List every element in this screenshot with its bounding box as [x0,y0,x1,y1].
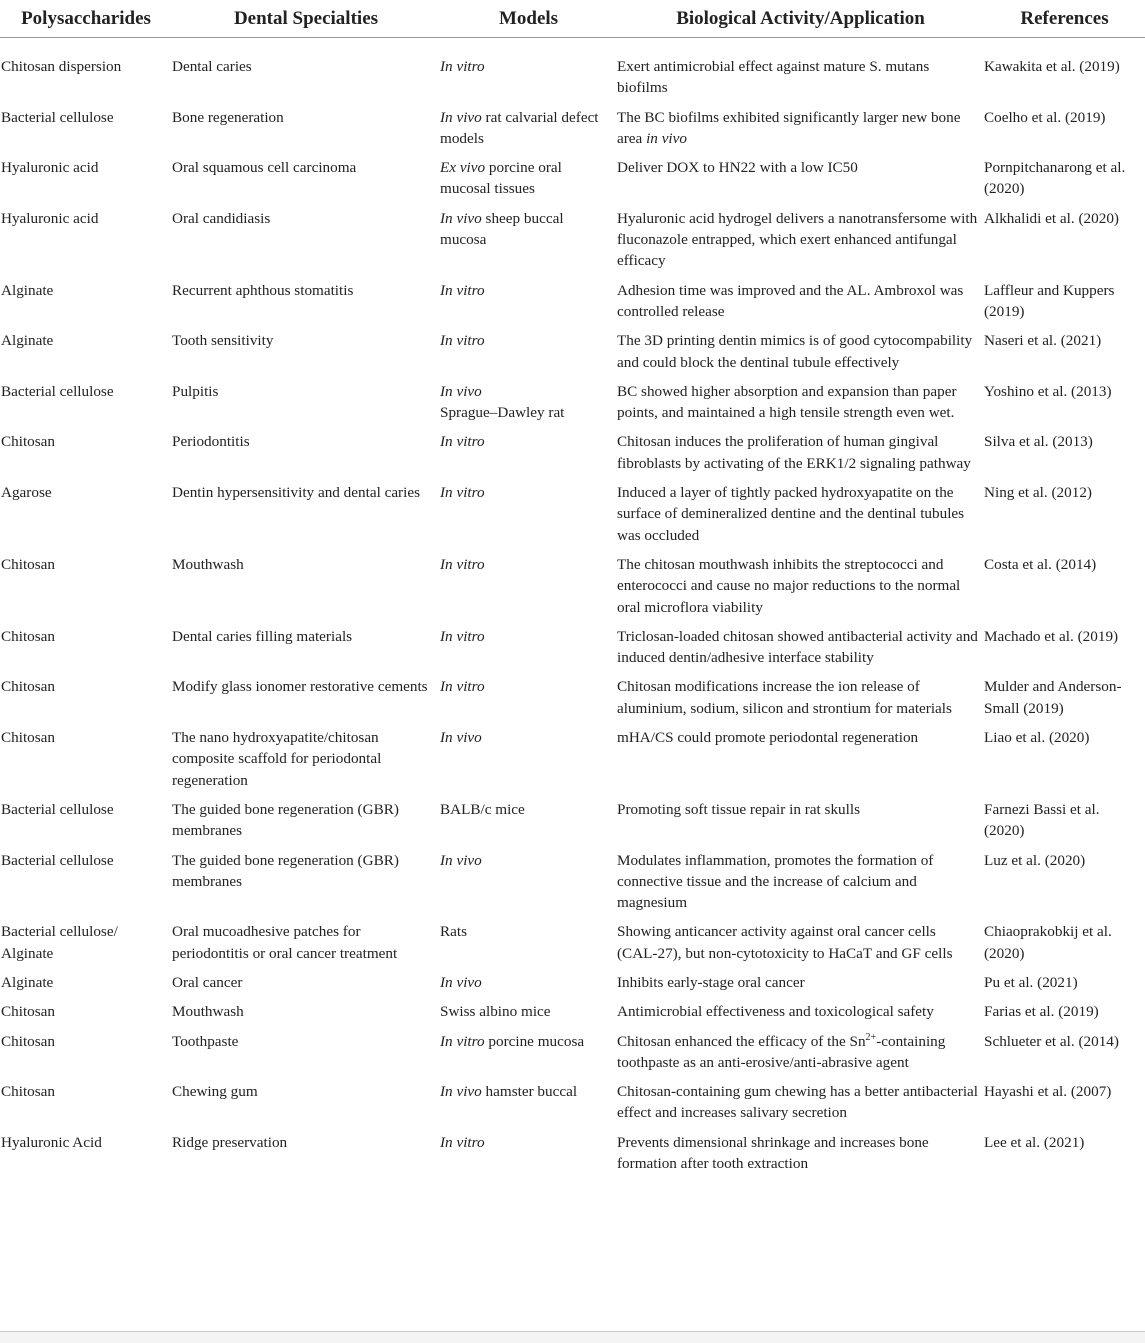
activity-text: Induced a layer of tightly packed hydroxyapatite on the surface of demineralized dentine and the dentinal tubules was occluded [617,484,965,544]
cell-dental-specialty: Oral candidiasis [172,209,271,227]
table-row [0,727,1145,791]
row-gap [0,1073,1145,1081]
row-gap [0,1124,1145,1132]
model-italic: In vivo [440,851,482,869]
row-gap [0,791,1145,799]
cell-reference: Schlueter et al. (2014) [984,1032,1119,1050]
table-row [0,554,1145,618]
cell-dental-specialty: Dental caries filling materials [172,627,353,645]
activity-text: Antimicrobial effectiveness and toxicological safety [617,1003,934,1021]
cell-polysaccharide: Bacterial cellulose [1,108,114,126]
cell-polysaccharide: Bacterial cellulose/ Alginate [1,923,118,962]
row-gap [0,618,1145,626]
cell-polysaccharide: Alginate [1,332,54,350]
header-dental-specialties: Dental Specialties [172,0,440,38]
cell-polysaccharide: Hyaluronic Acid [1,1133,102,1151]
cell-model [440,38,617,99]
model-italic: In vitro [440,627,485,645]
table-row [0,921,1145,964]
cell-activity [617,799,984,842]
model-text: sheep buccal mucosa [440,209,564,249]
activity-text: Showing anticancer activity against oral cancer cells (CAL-27), but non-cytotoxicity to HaCaT and GF cells [617,923,953,962]
cell-dental-specialty: The nano hydroxyapatite/chitosan composite scaffold for periodontal regeneration [172,729,382,789]
model-italic: In vitro [440,1133,485,1151]
cell-polysaccharide: Hyaluronic acid [1,209,99,227]
table-row [0,482,1145,546]
activity-text: Hyaluronic acid hydrogel delivers a nanotransfersome with fluconazole entrapped, which exert enhanced antifungal efficacy [617,209,978,270]
cell-dental-specialty: Mouthwash [172,555,244,573]
cell-activity [617,482,984,546]
cell-model [440,482,617,546]
cell-dental-specialty: Oral cancer [172,973,243,991]
cell-activity [617,921,984,964]
model-italic: In vitro [440,281,485,299]
cell-polysaccharide: Chitosan [1,555,56,573]
cell-model [440,1001,617,1022]
cell-dental-specialty: Oral mucoadhesive patches for periodontitis or oral cancer treatment [172,923,398,962]
row-gap [0,373,1145,381]
activity-text: Triclosan-loaded chitosan showed antibacterial activity and induced dentin/adhesive interface stability [617,627,978,667]
table-row [0,330,1145,373]
cell-reference: Silva et al. (2013) [984,433,1093,451]
cell-model [440,157,617,200]
table-body [0,38,1145,1175]
table-row [0,1031,1145,1074]
activity-text: Chitosan induces the proliferation of human gingival fibroblasts by activating of the ERK1/2 signaling pathway [617,433,971,472]
table-row [0,280,1145,323]
cell-activity [617,330,984,373]
activity-italic: in vivo [646,129,687,147]
cell-reference: Machado et al. (2019) [984,627,1119,645]
cell-reference: Chiaoprakobkij et al. (2020) [984,923,1112,962]
row-gap [0,719,1145,727]
model-text: BALB/c mice [440,800,525,818]
cell-activity [617,107,984,150]
cell-model [440,330,617,373]
cell-reference: Lee et al. (2021) [984,1133,1085,1151]
activity-text: Adhesion time was improved and the AL. Ambroxol was controlled release [617,281,964,320]
activity-text: mHA/CS could promote periodontal regeneration [617,729,919,747]
table-row [0,107,1145,150]
cell-model [440,1132,617,1175]
cell-polysaccharide: Hyaluronic acid [1,159,99,177]
cell-reference: Kawakita et al. (2019) [984,58,1120,75]
cell-reference: Luz et al. (2020) [984,851,1086,869]
cell-model [440,107,617,150]
cell-activity [617,431,984,474]
activity-text: Prevents dimensional shrinkage and increases bone formation after tooth extraction [617,1133,929,1173]
cell-polysaccharide: Chitosan [1,1003,56,1021]
cell-activity [617,381,984,424]
cell-polysaccharide: Bacterial cellulose [1,382,114,400]
activity-text: BC showed higher absorption and expansion than paper points, and maintained a high tensile strength even wet. [617,382,957,422]
cell-polysaccharide: Chitosan [1,1032,56,1050]
cell-dental-specialty: The guided bone regeneration (GBR) membranes [172,851,399,890]
cell-activity [617,626,984,669]
header-row [0,0,1145,38]
row-gap [0,423,1145,431]
model-text: rat calvarial defect models [440,108,599,147]
cell-reference: Farnezi Bassi et al. (2020) [984,800,1100,840]
table-row [0,381,1145,424]
cell-model [440,554,617,618]
model-italic: Ex vivo [440,159,486,177]
cell-activity [617,1031,984,1074]
cell-model [440,381,617,424]
cell-model [440,1081,617,1124]
activity-text: Chitosan modifications increase the ion release of aluminium, sodium, silicon and strontium for materials [617,678,952,717]
activity-superscript: 2+ [865,1031,877,1043]
cell-reference: Liao et al. (2020) [984,729,1090,747]
cell-model [440,799,617,842]
cell-model [440,1031,617,1074]
model-text: porcine mucosa [484,1032,585,1050]
model-italic: In vitro [440,555,485,573]
cell-activity [617,38,984,99]
table-row [0,38,1145,99]
activity-text: Deliver DOX to HN22 with a low IC50 [617,159,858,177]
cell-activity [617,676,984,719]
cell-reference: Yoshino et al. (2013) [984,382,1112,400]
model-italic: In vitro [440,58,485,75]
model-italic: In vitro [440,1032,485,1050]
cell-reference: Ning et al. (2012) [984,484,1092,502]
cell-polysaccharide: Chitosan dispersion [1,58,122,75]
activity-text: Modulates inflammation, promotes the formation of connective tissue and the increase of calcium and magnesium [617,851,934,912]
header-biological-activity: Biological Activity/Application [617,0,984,38]
model-italic: In vivo [440,1083,482,1101]
cell-polysaccharide: Bacterial cellulose [1,800,114,818]
cell-reference: Laffleur and Kuppers (2019) [984,281,1115,320]
table-bottom-rule [0,1331,1145,1343]
cell-reference: Mulder and Anderson-Small (2019) [984,678,1122,717]
table-row [0,972,1145,993]
cell-dental-specialty: Recurrent aphthous stomatitis [172,281,354,299]
cell-model [440,850,617,914]
model-italic: In vitro [440,433,485,451]
cell-dental-specialty: Pulpitis [172,382,219,400]
table-row [0,1132,1145,1175]
table-row [0,157,1145,200]
cell-reference: Pu et al. (2021) [984,973,1078,991]
table-row [0,208,1145,272]
row-gap [0,993,1145,1001]
cell-dental-specialty: Oral squamous cell carcinoma [172,159,357,177]
cell-activity [617,554,984,618]
model-text: Swiss albino mice [440,1003,551,1021]
activity-text: The BC biofilms exhibited significantly larger new bone area [617,108,961,147]
cell-model [440,626,617,669]
activity-text: The 3D printing dentin mimics is of good cytocompability and could block the dentinal tubule effectively [617,332,973,371]
cell-dental-specialty: Periodontitis [172,433,250,451]
model-italic: In vivo [440,382,482,400]
cell-reference: Coelho et al. (2019) [984,108,1106,126]
row-gap [0,546,1145,554]
model-italic: In vitro [440,484,485,502]
cell-reference: Pornpitchanarong et al. (2020) [984,159,1126,198]
row-gap [0,474,1145,482]
row-gap [0,964,1145,972]
cell-reference: Costa et al. (2014) [984,555,1097,573]
row-gap [0,200,1145,208]
cell-activity [617,280,984,323]
cell-polysaccharide: Chitosan [1,1083,56,1101]
cell-reference: Hayashi et al. (2007) [984,1083,1112,1101]
row-gap [0,913,1145,921]
cell-model [440,727,617,791]
model-italic: In vitro [440,332,485,350]
cell-dental-specialty: Dental caries [172,58,252,75]
cell-activity [617,208,984,272]
table-row [0,799,1145,842]
activity-text: Inhibits early-stage oral cancer [617,973,805,991]
table-row [0,676,1145,719]
cell-model [440,431,617,474]
cell-model [440,208,617,272]
cell-activity [617,1081,984,1124]
header-references: References [984,0,1145,38]
model-text: porcine oral mucosal tissues [440,159,562,198]
header-polysaccharides: Polysaccharides [0,0,172,38]
cell-dental-specialty: Mouthwash [172,1003,244,1021]
cell-polysaccharide: Chitosan [1,627,56,645]
cell-dental-specialty: Tooth sensitivity [172,332,274,350]
activity-text: Exert antimicrobial effect against mature S. mutans biofilms [617,58,930,97]
cell-reference: Alkhalidi et al. (2020) [984,209,1119,227]
model-text: Sprague–Dawley rat [440,404,565,422]
row-gap [0,1023,1145,1031]
model-italic: In vitro [440,678,485,696]
table-row [0,1001,1145,1022]
cell-model [440,921,617,964]
model-italic: In vivo [440,209,482,227]
cell-dental-specialty: Chewing gum [172,1083,258,1101]
activity-text-cont: -containing toothpaste as an anti-erosive/anti-abrasive agent [617,1032,946,1071]
cell-model [440,676,617,719]
cell-activity [617,157,984,200]
row-gap [0,322,1145,330]
model-text: Rats [440,923,468,941]
cell-polysaccharide: Bacterial cellulose [1,851,114,869]
cell-model [440,280,617,323]
model-italic: In vivo [440,108,482,126]
cell-polysaccharide: Chitosan [1,433,56,451]
model-italic: In vivo [440,973,482,991]
row-gap [0,149,1145,157]
cell-model [440,972,617,993]
cell-activity [617,727,984,791]
cell-polysaccharide: Chitosan [1,729,56,747]
cell-reference: Naseri et al. (2021) [984,332,1102,350]
cell-activity [617,1132,984,1175]
cell-polysaccharide: Chitosan [1,678,56,696]
cell-activity [617,972,984,993]
activity-text: Promoting soft tissue repair in rat skulls [617,800,860,818]
model-italic: In vivo [440,729,482,747]
cell-dental-specialty: Dentin hypersensitivity and dental caries [172,484,420,502]
table-row [0,626,1145,669]
cell-reference: Farias et al. (2019) [984,1003,1099,1021]
cell-polysaccharide: Alginate [1,973,54,991]
row-gap [0,99,1145,107]
cell-polysaccharide: Agarose [1,484,52,502]
cell-dental-specialty: Modify glass ionomer restorative cements [172,678,428,696]
cell-dental-specialty: Toothpaste [172,1032,239,1050]
table-row [0,431,1145,474]
cell-dental-specialty: Bone regeneration [172,108,284,126]
activity-text: Chitosan-containing gum chewing has a better antibacterial effect and increases salivary secretion [617,1083,979,1122]
header-models: Models [440,0,617,38]
row-gap [0,842,1145,850]
cell-dental-specialty: The guided bone regeneration (GBR) membranes [172,800,399,840]
activity-text: Chitosan enhanced the efficacy of the Sn [617,1032,866,1050]
cell-activity [617,850,984,914]
activity-text: The chitosan mouthwash inhibits the streptococci and enterococci and cause no major reductions to the normal oral microflora viability [617,555,961,616]
table-row [0,1081,1145,1124]
cell-polysaccharide: Alginate [1,281,54,299]
cell-activity [617,1001,984,1022]
cell-dental-specialty: Ridge preservation [172,1133,288,1151]
model-text: hamster buccal [481,1083,578,1101]
row-gap [0,272,1145,280]
row-gap [0,668,1145,676]
table-row [0,850,1145,914]
